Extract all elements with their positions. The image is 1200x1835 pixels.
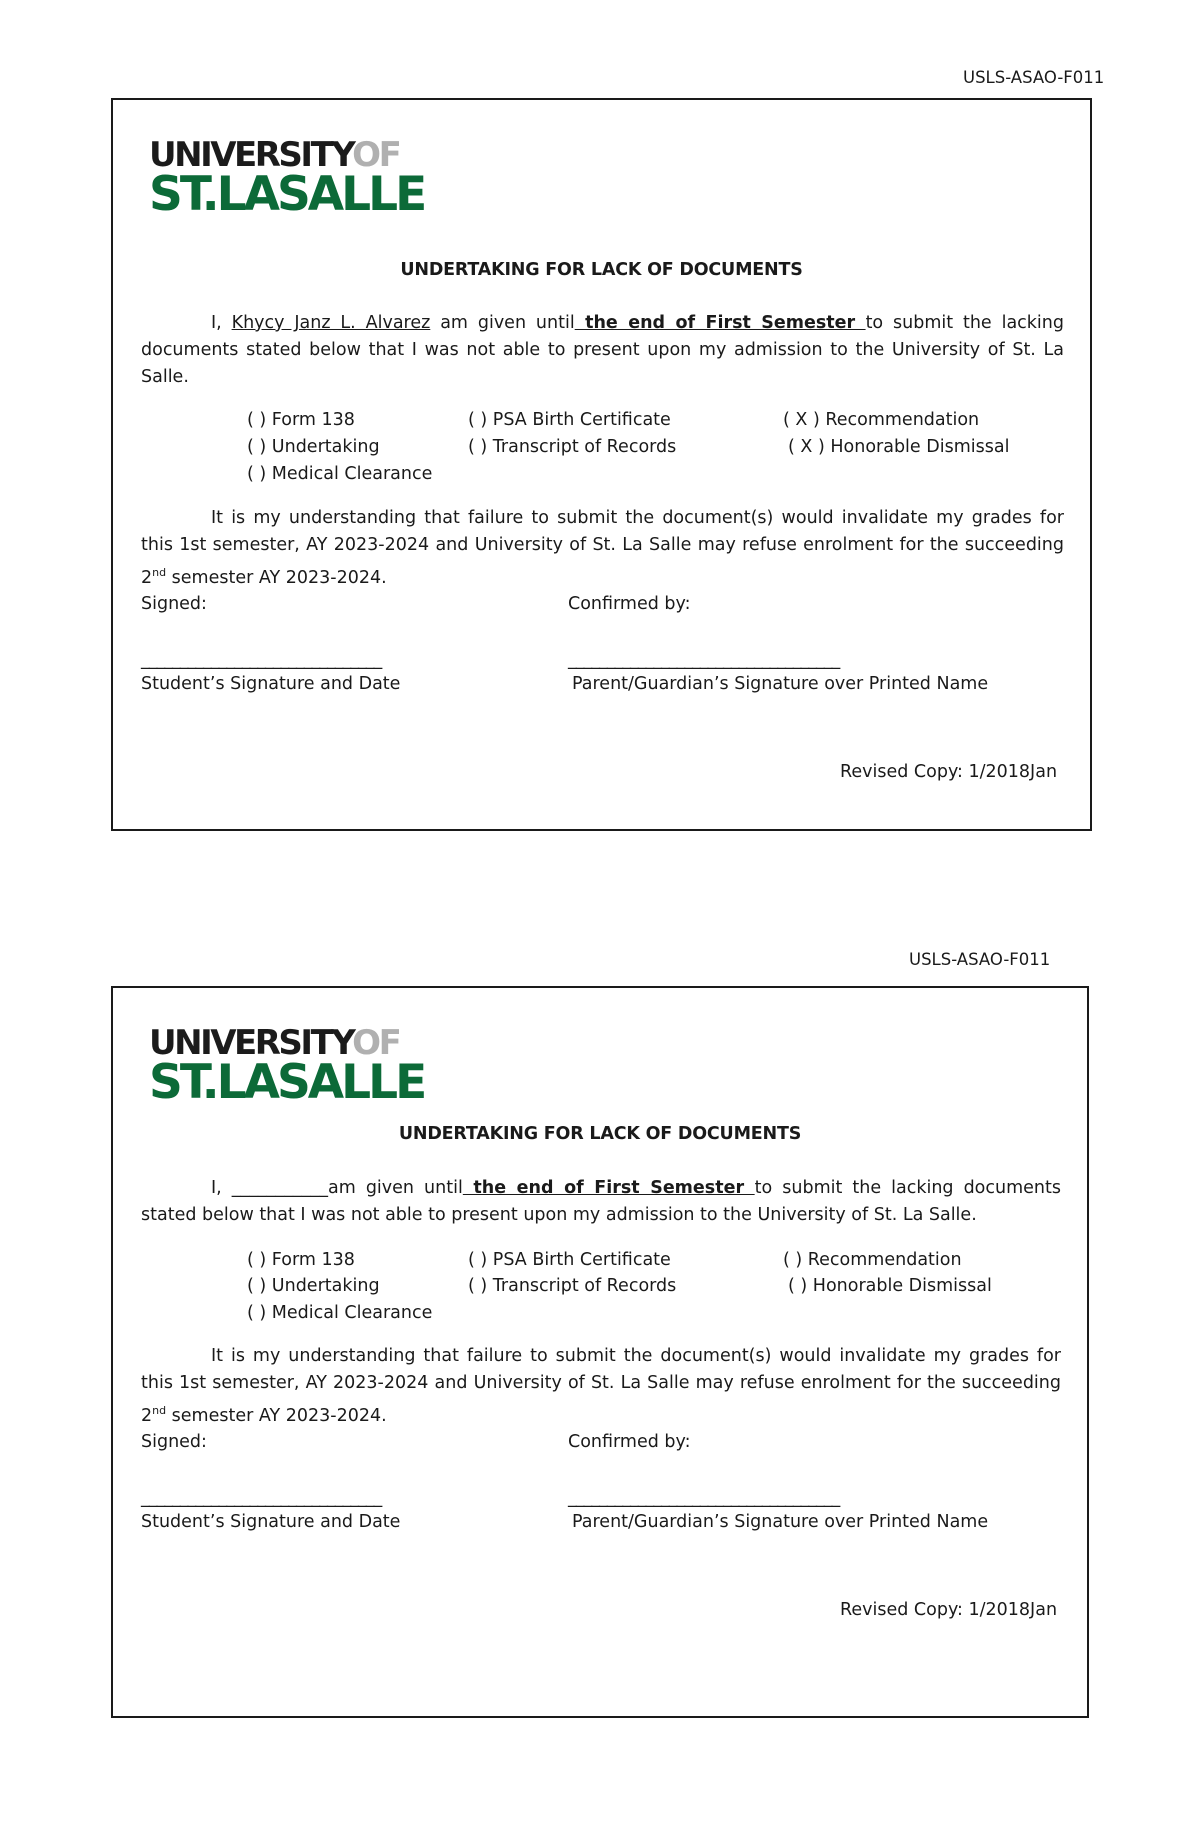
student-signature-line[interactable]: _______________________________ <box>141 1488 382 1508</box>
checkbox-undertaking[interactable] <box>247 437 380 457</box>
university-logo <box>149 1023 425 1110</box>
checkbox-psa-birth-certificate[interactable] <box>468 1250 671 1270</box>
para2-text: It is my understanding that failure to submit the document(s) would invalidate my grades for this 1st semester, AY 2023-2024 and University of St. La Salle may refuse enrolment for the succeeding 2 <box>141 1346 1061 1426</box>
para2-sup: nd <box>152 566 167 579</box>
form-title: UNDERTAKING FOR LACK OF DOCUMENTS <box>400 260 803 280</box>
check-mark: ( ) <box>468 1276 488 1296</box>
check-label: Honorable Dismissal <box>830 437 1010 457</box>
checkbox-honorable-dismissal[interactable] <box>788 437 1009 457</box>
check-mark: ( ) <box>247 437 267 457</box>
check-label: Form 138 <box>271 410 355 430</box>
para-suffix: to submit the lacking documents stated below that I was not able to present upon my admission to the University of St. La Salle. <box>141 1178 1061 1225</box>
check-label: Undertaking <box>271 1276 380 1296</box>
check-mark: ( ) <box>247 1276 267 1296</box>
checkbox-form-138[interactable] <box>247 410 355 430</box>
para2-text: It is my understanding that failure to submit the document(s) would invalidate my grades for this 1st semester, AY 2023-2024 and University of St. La Salle may refuse enrolment for the succeeding 2 <box>141 508 1064 588</box>
revised-copy: Revised Copy: 1/2018Jan <box>840 1600 1058 1620</box>
check-mark: ( ) <box>468 437 488 457</box>
student-signature-line[interactable]: _______________________________ <box>141 650 382 670</box>
para2-tail: semester AY 2023-2024. <box>166 567 387 588</box>
check-label: Medical Clearance <box>271 1303 433 1323</box>
university-logo <box>149 135 425 222</box>
undertaking-form-blank <box>111 986 1089 1718</box>
logo-of: OF <box>352 135 400 175</box>
student-signature-caption: Student’s Signature and Date <box>141 1512 401 1532</box>
form-title: UNDERTAKING FOR LACK OF DOCUMENTS <box>398 1124 802 1144</box>
deadline: the end of First Semester <box>462 1178 755 1198</box>
parent-signature-caption: Parent/Guardian’s Signature over Printed Name <box>572 1512 989 1532</box>
checkbox-transcript-of-records[interactable] <box>468 1276 676 1296</box>
checkbox-medical-clearance[interactable] <box>247 464 432 484</box>
check-mark: ( ) <box>247 464 267 484</box>
check-mark: ( ) <box>247 1250 267 1270</box>
checkbox-recommendation[interactable] <box>783 1250 962 1270</box>
checkbox-recommendation[interactable] <box>783 410 979 430</box>
deadline: the end of First Semester <box>574 313 866 333</box>
confirmed-label: Confirmed by: <box>568 594 691 614</box>
checkbox-medical-clearance[interactable] <box>247 1303 432 1323</box>
signed-label: Signed: <box>141 594 207 614</box>
understanding-paragraph <box>141 1343 1061 1430</box>
parent-signature-caption: Parent/Guardian’s Signature over Printed Name <box>572 674 989 694</box>
para-mid: am given until <box>430 313 575 333</box>
para-prefix: I, <box>211 1178 232 1198</box>
student-name-blank[interactable]: ___________ <box>231 1178 329 1198</box>
check-label: PSA Birth Certificate <box>492 1250 671 1270</box>
check-mark: ( X ) <box>783 410 820 430</box>
form-code: USLS-ASAO-F011 <box>963 68 1105 87</box>
signed-label: Signed: <box>141 1432 207 1452</box>
check-mark: ( ) <box>783 1250 803 1270</box>
logo-line1: UNIVERSITY <box>149 135 353 175</box>
parent-signature-line[interactable]: ___________________________________ <box>568 650 840 670</box>
student-name: Khycy Janz L. Alvarez <box>231 313 431 333</box>
check-label: Recommendation <box>807 1250 962 1270</box>
check-mark: ( ) <box>247 410 267 430</box>
logo-line2: ST.LASALLE <box>149 1055 425 1110</box>
check-mark: ( ) <box>247 1303 267 1323</box>
undertaking-paragraph <box>141 310 1064 391</box>
logo-of: OF <box>352 1023 400 1063</box>
check-label: PSA Birth Certificate <box>492 410 671 430</box>
checkbox-honorable-dismissal[interactable] <box>788 1276 992 1296</box>
para2-sup: nd <box>152 1404 167 1417</box>
student-signature-caption: Student’s Signature and Date <box>141 674 401 694</box>
checkbox-psa-birth-certificate[interactable] <box>468 410 671 430</box>
form-code: USLS-ASAO-F011 <box>909 950 1051 969</box>
para2-tail: semester AY 2023-2024. <box>166 1405 387 1426</box>
undertaking-form-filled <box>111 98 1092 831</box>
confirmed-label: Confirmed by: <box>568 1432 691 1452</box>
understanding-paragraph <box>141 505 1064 592</box>
check-mark: ( ) <box>468 1250 488 1270</box>
check-mark: ( ) <box>468 410 488 430</box>
para-suffix: to submit the lacking documents stated below that I was not able to present upon my admission to the University of St. La Salle. <box>141 313 1064 387</box>
logo-line1: UNIVERSITY <box>149 1023 353 1063</box>
check-label: Form 138 <box>271 1250 355 1270</box>
check-label: Recommendation <box>825 410 980 430</box>
checkbox-form-138[interactable] <box>247 1250 355 1270</box>
check-label: Undertaking <box>271 437 380 457</box>
checkbox-undertaking[interactable] <box>247 1276 380 1296</box>
undertaking-paragraph <box>141 1175 1061 1229</box>
check-mark: ( ) <box>788 1276 808 1296</box>
check-label: Transcript of Records <box>492 437 677 457</box>
logo-line2: ST.LASALLE <box>149 167 425 222</box>
check-label: Medical Clearance <box>271 464 433 484</box>
revised-copy: Revised Copy: 1/2018Jan <box>840 762 1058 782</box>
parent-signature-line[interactable]: ___________________________________ <box>568 1488 840 1508</box>
check-label: Transcript of Records <box>492 1276 677 1296</box>
para-mid: am given until <box>328 1178 463 1198</box>
para-prefix: I, <box>211 313 232 333</box>
checkbox-transcript-of-records[interactable] <box>468 437 676 457</box>
check-mark: ( X ) <box>788 437 825 457</box>
check-label: Honorable Dismissal <box>812 1276 992 1296</box>
